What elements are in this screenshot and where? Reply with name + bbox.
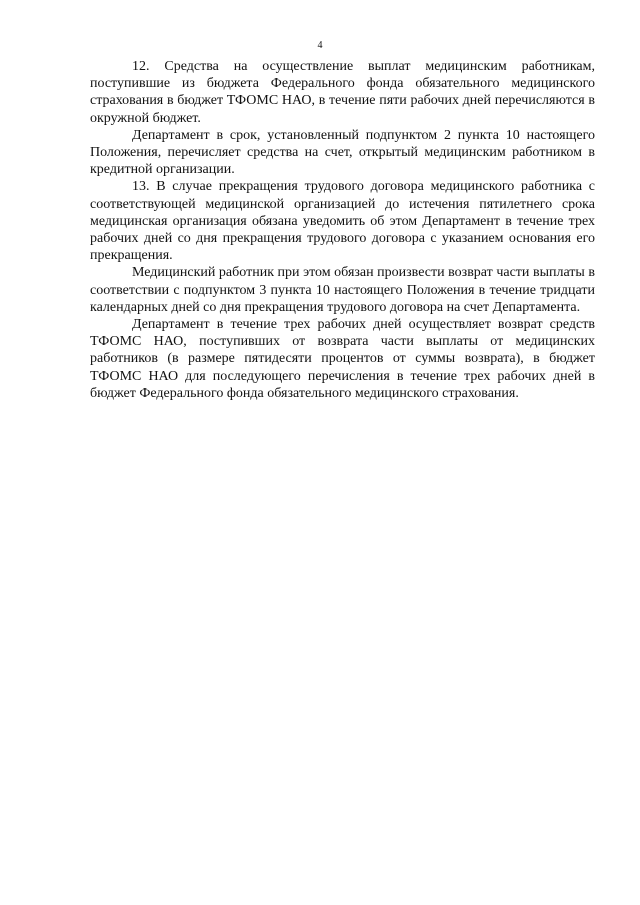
paragraph-13-worker-refund: Медицинский работник при этом обязан произвести возврат части выплаты в соответствии с подпунктом 3 пункта 10 настоящего Положения в течение тридцати календарных дней со дня прекращения трудового договора на счет Департамента. [90, 265, 595, 315]
paragraph-13: 13. В случае прекращения трудового договора медицинского работника с соответствующей медицинской организацией до истечения пятилетнего срока медицинская организация обязана уведомить об этом Департамент в течение трех рабочих дней со дня прекращения трудового договора с указанием основания его прекращения. [90, 179, 595, 264]
paragraph-12-department: Департамент в срок, установленный подпунктом 2 пункта 10 настоящего Положения, перечисляет средства на счет, открытый медицинским работником в кредитной организации. [90, 127, 595, 178]
paragraph-12: 12. Средства на осуществление выплат медицинским работникам, поступившие из бюджета Федерального фонда обязательного медицинского страхования в бюджет ТФОМС НАО, в течение пяти рабочих дней перечисляются в окружной бюджет. [90, 59, 595, 126]
page-number: 4 [317, 40, 323, 51]
paragraph-13-department-refund: Департамент в течение трех рабочих дней осуществляет возврат средств ТФОМС НАО, поступивших от возврата части выплаты от медицинских работников (в размере пятидесяти процентов от суммы возврата), в бюджет ТФОМС НАО для последующего перечисления в течение трех рабочих дней в бюджет Федерального фонда обязательного медицинского страхования. [90, 317, 595, 401]
document-body [90, 58, 595, 402]
